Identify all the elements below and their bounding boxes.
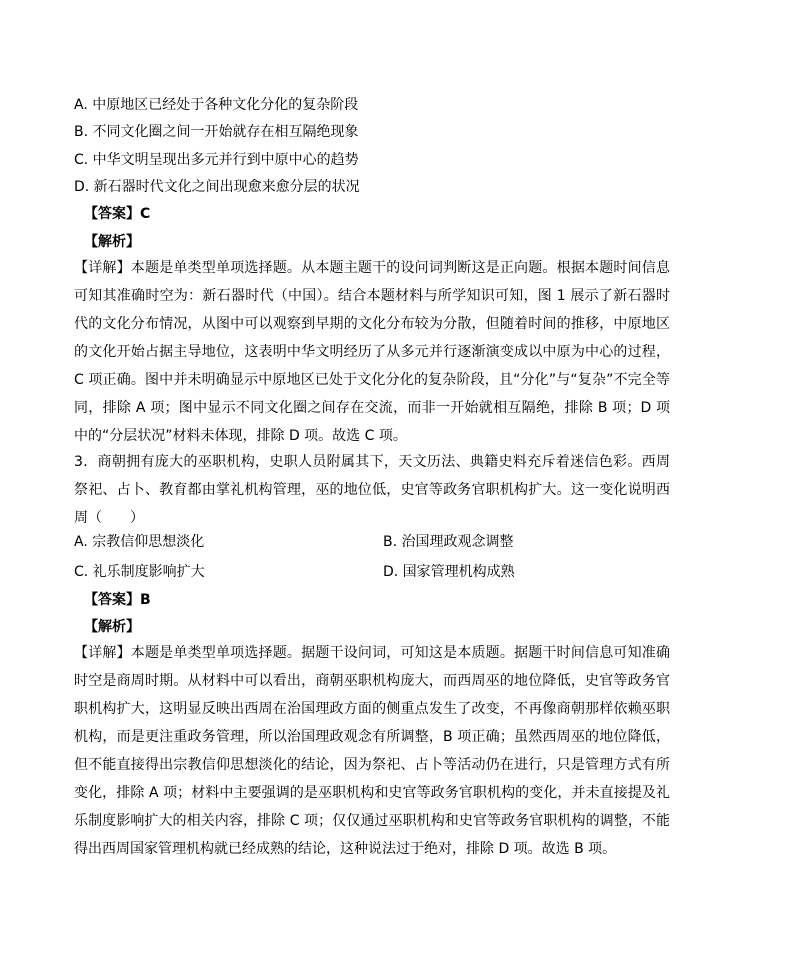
q2-option-b: B. 不同文化圈之间一开始就存在相互隔绝现象 bbox=[74, 124, 359, 140]
q2-option-a: A. 中原地区已经处于各种文化分化的复杂阶段 bbox=[74, 97, 359, 113]
q2-option-c: C. 中华文明呈现出多元并行到中原中心的趋势 bbox=[74, 152, 359, 168]
q2-answer: 【答案】C bbox=[84, 206, 151, 222]
q3-answer: 【答案】B bbox=[84, 592, 151, 608]
q3-option-a: A. 宗教信仰思想淡化 bbox=[74, 534, 205, 550]
q3-analysis-label: 【解析】 bbox=[84, 619, 140, 635]
q3-option-c: C. 礼乐制度影响扩大 bbox=[74, 564, 205, 580]
q2-detail: 【详解】本题是单类型单项选择题。从本题主题干的设问词判断这是正向题。根据本题时间信息可知其准确时空为：新石器时代（中国）。结合本题材料与所学知识可知，图 1 展示了新石器时代的文化分布情况，从图中可以观察到早期的文化分布较为分散，但随着时间的推移，中原地区的文化开始占据主导地位，这表明中华文明经历了从多元并行逐渐演变成以中原为中心的过程，C 项正确。图中并未明确显示中原地区已处于文化分化的复杂阶段，且“分化”与“复杂”不完全等同，排除 A 项；图中显示不同文化圈之间存在交流，而非一开始就相互隔绝，排除 B 项；D 项中的“分层状况”材料未体现，排除 D 项。故选 C 项。 bbox=[74, 260, 670, 444]
q3-option-d: D. 国家管理机构成熟 bbox=[383, 564, 515, 580]
q3-option-b: B. 治国理政观念调整 bbox=[383, 534, 514, 550]
q3-detail: 【详解】本题是单类型单项选择题。据题干设问词，可知这是本质题。据题干时间信息可知准确时空是商周时期。从材料中可以看出，商朝巫职机构庞大，而西周巫的地位降低，史官等政务官职机构扩大，这明显反映出西周在治国理政方面的侧重点发生了改变，不再像商朝那样依赖巫职机构，而是更注重政务管理，所以治国理政观念有所调整，B 项正确；虽然西周巫的地位降低，但不能直接得出宗教信仰思想淡化的结论，因为祭祀、占卜等活动仍在进行，只是管理方式有所变化，排除 A 项；材料中主要强调的是巫职机构和史官等政务官职机构的变化，并未直接提及礼乐制度影响扩大的相关内容，排除 C 项；仅仅通过巫职机构和史官等政务官职机构的调整，不能得出西周国家管理机构就已经成熟的结论，这种说法过于绝对，排除 D 项。故选 B 项。 bbox=[74, 645, 670, 857]
q2-option-d: D. 新石器时代文化之间出现愈来愈分层的状况 bbox=[74, 179, 360, 195]
q2-analysis-label: 【解析】 bbox=[84, 234, 140, 250]
q3-stem: 3．商朝拥有庞大的巫职机构，史职人员附属其下，天文历法、典籍史料充斥着迷信色彩。西周祭祀、占卜、教育都由掌礼机构管理，巫的地位低，史官等政务官职机构扩大。这一变化说明西周（ ） bbox=[74, 454, 670, 526]
